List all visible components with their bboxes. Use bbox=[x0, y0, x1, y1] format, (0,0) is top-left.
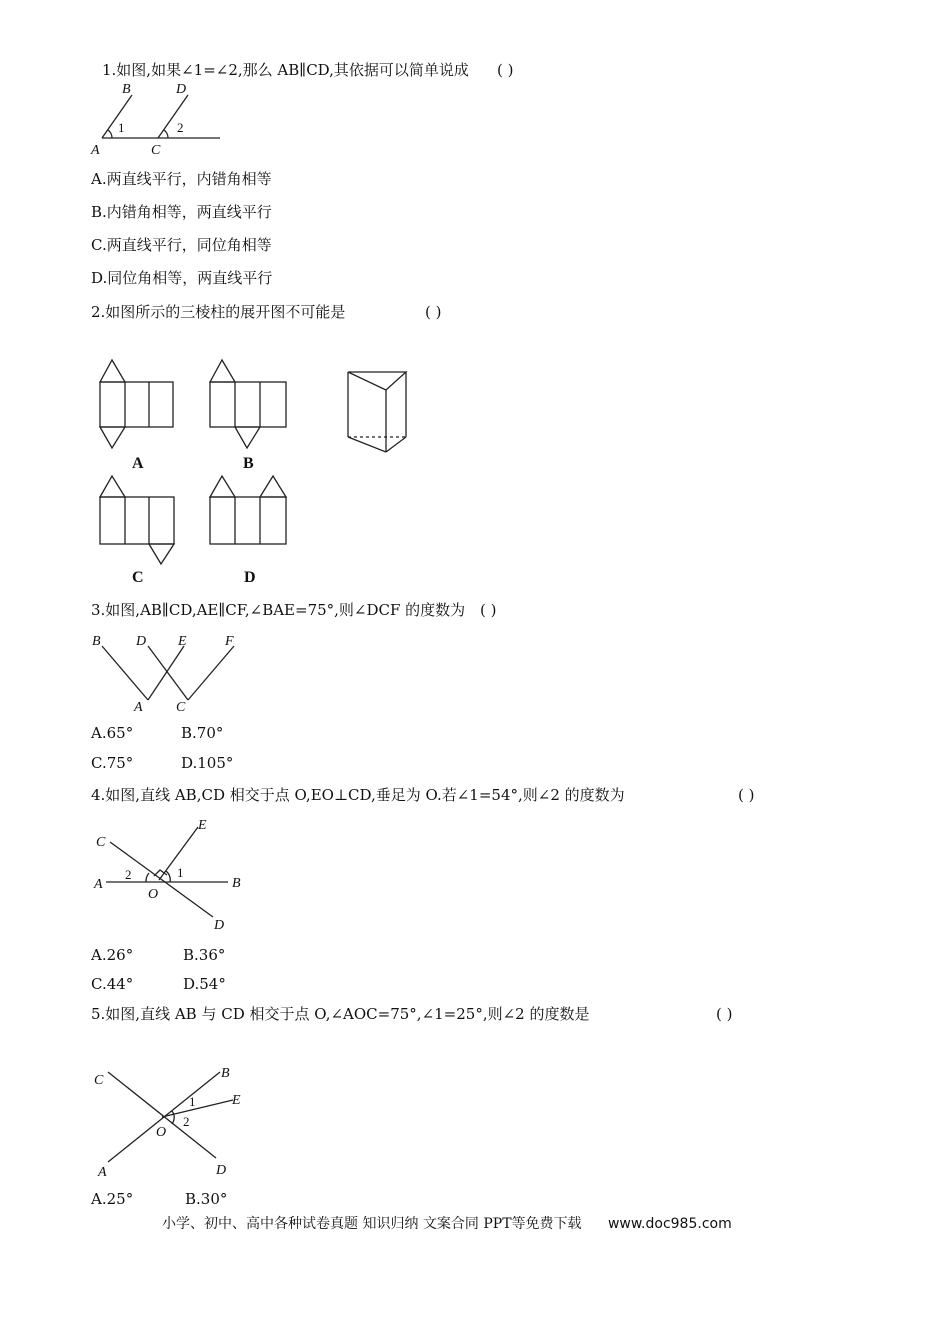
q5-label-d: D bbox=[216, 1163, 227, 1178]
q5-line-cd bbox=[108, 1072, 216, 1158]
q4-angle2-arc bbox=[146, 873, 149, 882]
q4-label-a: A bbox=[94, 877, 103, 892]
q5-label-e: E bbox=[232, 1093, 241, 1108]
q3-line-ba bbox=[102, 646, 148, 700]
q5-stem: 5.如图,直线 AB 与 CD 相交于点 O,∠AOC=75°,∠1=25°,则∠2 的度数是 bbox=[91, 1005, 590, 1023]
q4-stem: 4.如图,直线 AB,CD 相交于点 O,EO⊥CD,垂足为 O.若∠1=54°,则∠2 的度数为 bbox=[91, 786, 625, 804]
q2-prism bbox=[348, 372, 406, 452]
q1-label-angle1: 1 bbox=[118, 120, 125, 135]
q3-option-b: B.70° bbox=[181, 724, 224, 742]
q4-label-d: D bbox=[214, 918, 225, 933]
q5-answer-paren: ( ) bbox=[716, 1005, 733, 1023]
q5-label-c: C bbox=[94, 1073, 104, 1088]
q3-figure bbox=[88, 628, 248, 718]
q4-angle1-arc bbox=[166, 871, 170, 882]
q2-net-b bbox=[210, 360, 286, 448]
footer-url-link[interactable]: www.doc985.com bbox=[607, 1216, 732, 1232]
q5-option-b: B.30° bbox=[185, 1190, 228, 1208]
q4-option-d: D.54° bbox=[183, 975, 226, 993]
q2-label-c: C bbox=[132, 569, 144, 586]
q3-stem: 3.如图,AB∥CD,AE∥CF,∠BAE=75°,则∠DCF 的度数为 bbox=[91, 601, 466, 619]
q3-option-a: A.65° bbox=[91, 724, 134, 742]
q2-stem: 2.如图所示的三棱柱的展开图不可能是 bbox=[91, 303, 346, 321]
q1-label-a: A bbox=[91, 143, 100, 158]
q4-label-angle2: 2 bbox=[125, 867, 132, 882]
q4-option-a: A.26° bbox=[91, 946, 134, 964]
q2-label-a: A bbox=[132, 455, 144, 472]
q1-option-d: D.同位角相等，两直线平行 bbox=[91, 269, 273, 287]
q3-answer-paren: ( ) bbox=[480, 601, 497, 619]
q1-label-angle2: 2 bbox=[177, 120, 184, 135]
q1-answer-paren: ( ) bbox=[497, 61, 514, 79]
q5-angle2-arc bbox=[172, 1115, 174, 1124]
q2-label-b: B bbox=[243, 455, 254, 472]
q4-label-c: C bbox=[96, 835, 106, 850]
q2-figure bbox=[90, 350, 430, 590]
q5-option-a: A.25° bbox=[91, 1190, 134, 1208]
q1-label-c: C bbox=[151, 143, 161, 158]
q2-net-c bbox=[100, 476, 174, 564]
q3-option-d: D.105° bbox=[181, 754, 234, 772]
q4-option-c: C.44° bbox=[91, 975, 134, 993]
q3-label-c: C bbox=[176, 700, 186, 715]
q1-angle1-arc bbox=[108, 130, 112, 138]
q5-label-angle1: 1 bbox=[189, 1094, 196, 1109]
q1-angle2-arc bbox=[164, 130, 168, 138]
footer-text: 小学、初中、高中各种试卷真题 知识归纳 文案合同 PPT等免费下载 bbox=[162, 1216, 582, 1232]
page-footer bbox=[162, 1213, 732, 1233]
q4-answer-paren: ( ) bbox=[738, 786, 755, 804]
q5-figure bbox=[88, 1060, 258, 1185]
q3-label-d: D bbox=[136, 634, 147, 649]
q1-line-ab bbox=[102, 95, 132, 138]
q4-figure bbox=[88, 812, 258, 937]
q2-net-a bbox=[100, 360, 173, 448]
q1-stem: 1.如图,如果∠1=∠2,那么 AB∥CD,其依据可以简单说成 bbox=[102, 61, 469, 79]
q3-label-e: E bbox=[178, 634, 187, 649]
q5-label-a: A bbox=[98, 1165, 107, 1180]
q3-option-c: C.75° bbox=[91, 754, 134, 772]
q2-net-d bbox=[210, 476, 286, 544]
q3-label-b: B bbox=[92, 634, 101, 649]
q2-label-d: D bbox=[244, 569, 256, 586]
q3-label-f: F bbox=[225, 634, 234, 649]
q1-option-b: B.内错角相等，两直线平行 bbox=[91, 203, 272, 221]
q5-label-b: B bbox=[221, 1066, 230, 1081]
q1-figure bbox=[88, 80, 228, 160]
q3-line-cf bbox=[188, 646, 234, 700]
q1-option-c: C.两直线平行，同位角相等 bbox=[91, 236, 272, 254]
q4-label-o: O bbox=[148, 887, 159, 902]
q2-answer-paren: ( ) bbox=[425, 303, 442, 321]
q4-label-e: E bbox=[198, 818, 207, 833]
q1-label-b: B bbox=[122, 82, 131, 97]
q5-label-angle2: 2 bbox=[183, 1114, 190, 1129]
q5-line-oe bbox=[162, 1100, 233, 1117]
q1-option-a: A.两直线平行，内错角相等 bbox=[91, 170, 272, 188]
q1-label-d: D bbox=[176, 82, 187, 97]
q4-label-angle1: 1 bbox=[177, 865, 184, 880]
q3-label-a: A bbox=[134, 700, 143, 715]
q4-option-b: B.36° bbox=[183, 946, 226, 964]
q5-label-o: O bbox=[156, 1125, 167, 1140]
q1-line-cd bbox=[158, 95, 188, 138]
q4-label-b: B bbox=[232, 876, 241, 891]
